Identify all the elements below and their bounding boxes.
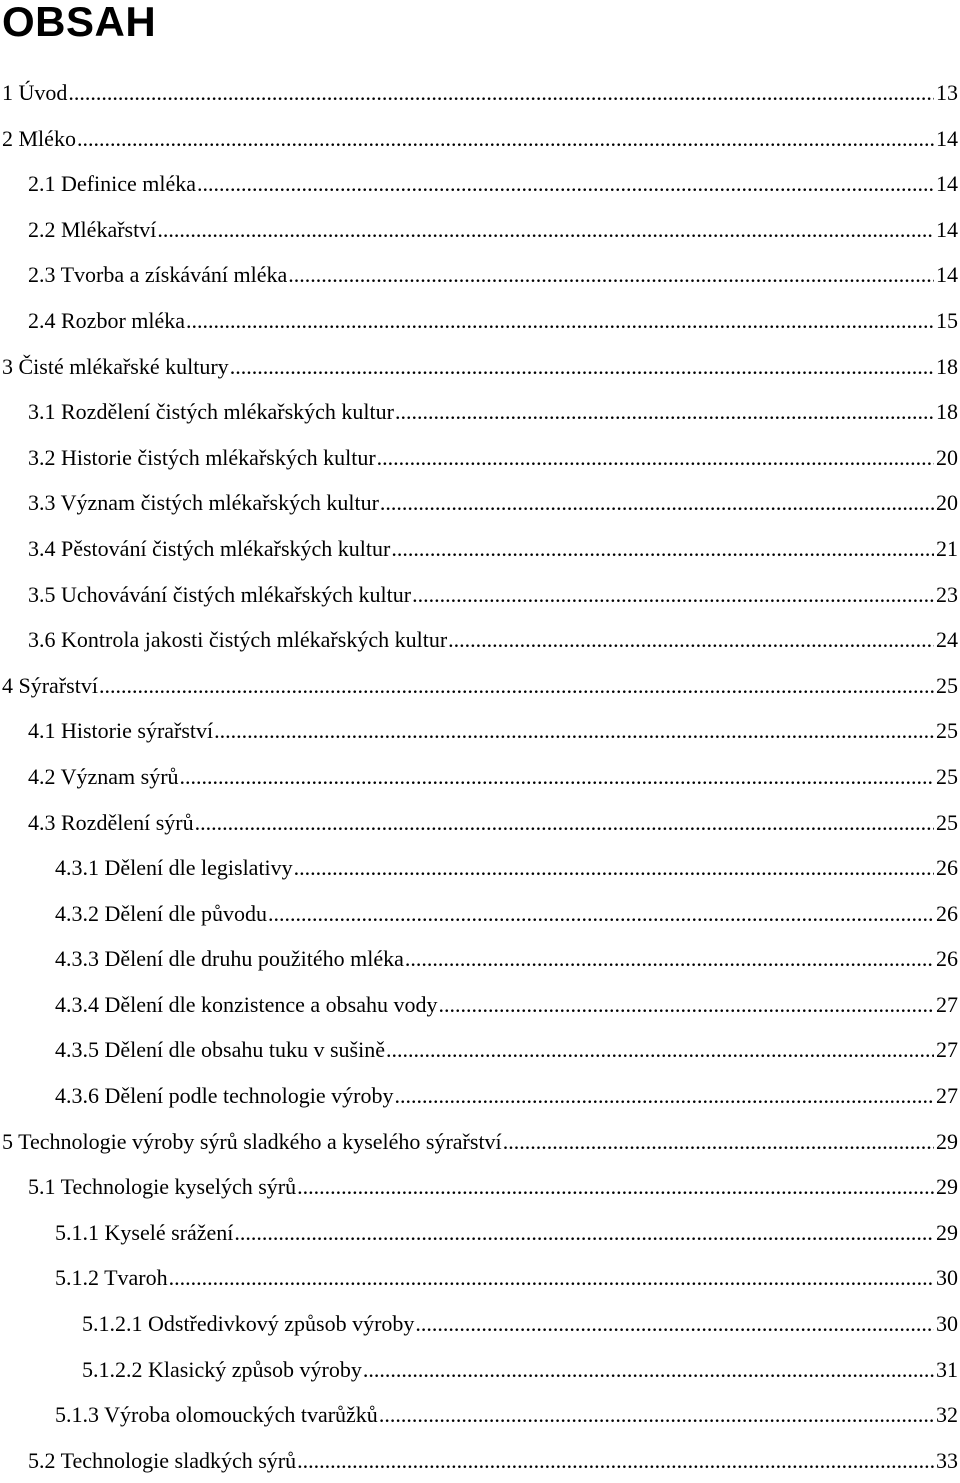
toc-entry[interactable] [0, 207, 960, 253]
toc-entry-title: 4.3.4 Dělení dle konzistence a obsahu vody [55, 991, 438, 1017]
toc-page-number: 26 [936, 946, 958, 972]
toc-entry[interactable] [0, 1438, 960, 1483]
toc-page-number: 18 [936, 399, 958, 425]
toc-entry[interactable] [0, 800, 960, 846]
toc-dot-leader [180, 754, 934, 800]
toc-dot-leader [395, 389, 934, 435]
toc-entry[interactable] [0, 1119, 960, 1165]
toc-entry[interactable] [0, 1255, 960, 1301]
toc-entry-title: 2.4 Rozbor mléka [28, 307, 186, 333]
toc-page-number: 25 [936, 809, 958, 835]
toc-entry[interactable] [0, 252, 960, 298]
toc-page-number: 30 [936, 1311, 958, 1337]
toc-dot-leader [230, 344, 934, 390]
toc-page-number: 14 [936, 262, 958, 288]
toc-entry-title: 2.2 Mlékařství [28, 216, 157, 242]
toc-dot-leader [297, 1438, 934, 1483]
toc-dot-leader [234, 1210, 934, 1256]
toc-entry-title: 1 Úvod [2, 80, 68, 105]
toc-entry-title: 5.1.2.2 Klasický způsob výroby [82, 1356, 362, 1382]
toc-entry[interactable] [0, 389, 960, 435]
toc-page-number: 25 [936, 763, 958, 789]
toc-page-number: 14 [936, 216, 958, 242]
toc-dot-leader [405, 936, 934, 982]
toc-entry[interactable] [0, 982, 960, 1028]
toc-dot-leader [391, 526, 934, 572]
toc-entry-title: 4.3.2 Dělení dle původu [55, 900, 268, 926]
toc-page-number: 27 [936, 991, 958, 1017]
toc-entry[interactable] [0, 708, 960, 754]
toc-page-number: 31 [936, 1356, 958, 1382]
toc-entry-title: 3.5 Uchovávání čistých mlékařských kultur [28, 581, 412, 607]
toc-entry-title: 2.1 Definice mléka [28, 171, 196, 197]
toc-page-number: 18 [936, 353, 958, 379]
toc-page-number: 25 [936, 718, 958, 744]
toc-page-number: 29 [936, 1174, 958, 1200]
toc-entry[interactable] [0, 1301, 960, 1347]
toc-entry-title: 4.1 Historie sýrařství [28, 718, 214, 744]
toc-entry[interactable] [0, 116, 960, 162]
toc-page-number: 27 [936, 1037, 958, 1063]
toc-entry[interactable] [0, 754, 960, 800]
toc-entry-title: 3 Čisté mlékařské kultury [2, 353, 229, 379]
toc-dot-leader [214, 708, 934, 754]
toc-dot-leader [363, 1347, 934, 1393]
toc-page-number: 15 [936, 307, 958, 333]
toc-dot-leader [197, 161, 934, 207]
toc-entry[interactable] [0, 572, 960, 618]
toc-entry-title: 4.3 Rozdělení sýrů [28, 809, 194, 835]
toc-entry-title: 4.3.6 Dělení podle technologie výroby [55, 1083, 394, 1109]
toc-entry[interactable] [0, 891, 960, 937]
toc-dot-leader [77, 116, 934, 162]
toc-entry-title: 5.1.3 Výroba olomouckých tvarůžků [55, 1402, 378, 1428]
toc-page-number: 26 [936, 855, 958, 881]
toc-page-number: 26 [936, 900, 958, 926]
toc-entry[interactable] [0, 1073, 960, 1119]
toc-entry[interactable] [0, 161, 960, 207]
toc-entry[interactable] [0, 435, 960, 481]
toc-dot-leader [412, 572, 934, 618]
toc-dot-leader [503, 1119, 934, 1165]
toc-entry[interactable] [0, 936, 960, 982]
toc-entry[interactable] [0, 845, 960, 891]
toc-dot-leader [380, 480, 934, 526]
toc-entry[interactable] [0, 617, 960, 663]
toc-entry[interactable] [0, 526, 960, 572]
toc-dot-leader [68, 70, 934, 116]
toc-dot-leader [386, 1027, 934, 1073]
toc-dot-leader [377, 435, 934, 481]
toc-entry-title: 3.4 Pěstování čistých mlékařských kultur [28, 535, 391, 561]
toc-page-number: 23 [936, 581, 958, 607]
toc-entry[interactable] [0, 1210, 960, 1256]
toc-dot-leader [288, 252, 934, 298]
toc-page-number: 13 [936, 80, 958, 105]
toc-dot-leader [394, 1073, 934, 1119]
toc-page-number: 25 [936, 672, 958, 698]
toc-entry-title: 5.1.2.1 Odstředivkový způsob výroby [82, 1311, 415, 1337]
toc-entry[interactable] [0, 1347, 960, 1393]
toc-entry-title: 3.1 Rozdělení čistých mlékařských kultur [28, 399, 394, 425]
toc-page-number: 32 [936, 1402, 958, 1428]
toc-entry-title: 5.1.2 Tvaroh [55, 1265, 168, 1291]
toc-entry[interactable] [0, 1027, 960, 1073]
toc-entry-title: 4 Sýrařství [2, 672, 98, 698]
toc-page-number: 21 [936, 535, 958, 561]
toc-entry-title: 3.3 Význam čistých mlékařských kultur [28, 490, 379, 516]
toc-dot-leader [297, 1164, 934, 1210]
toc-entry[interactable] [0, 1392, 960, 1438]
toc-entry[interactable] [0, 663, 960, 709]
toc-entry-title: 5.2 Technologie sladkých sýrů [28, 1447, 297, 1473]
toc-dot-leader [157, 207, 934, 253]
toc-dot-leader [195, 800, 934, 846]
toc-page-number: 20 [936, 444, 958, 470]
toc-entry-title: 2.3 Tvorba a získávání mléka [28, 262, 288, 288]
page-title: OBSAH [2, 0, 157, 45]
toc-dot-leader [186, 298, 934, 344]
toc-entry[interactable] [0, 70, 960, 116]
toc-page-number: 20 [936, 490, 958, 516]
toc-entry-title: 3.6 Kontrola jakosti čistých mlékařských kultur [28, 627, 448, 653]
toc-dot-leader [415, 1301, 934, 1347]
toc-page-number: 29 [936, 1219, 958, 1245]
toc-page-number: 33 [936, 1447, 958, 1473]
toc-entry-title: 5.1.1 Kyselé srážení [55, 1219, 234, 1245]
toc-entry[interactable] [0, 298, 960, 344]
toc-dot-leader [294, 845, 934, 891]
toc-entry[interactable] [0, 480, 960, 526]
toc-entry-title: 5.1 Technologie kyselých sýrů [28, 1174, 297, 1200]
toc-page-number: 27 [936, 1083, 958, 1109]
toc-entry-title: 4.3.1 Dělení dle legislativy [55, 855, 293, 881]
toc-entry-title: 2 Mléko [2, 125, 76, 151]
toc-page-number: 14 [936, 125, 958, 151]
toc-page-number: 30 [936, 1265, 958, 1291]
toc-page-number: 14 [936, 171, 958, 197]
toc-dot-leader [268, 891, 934, 937]
toc-entry-title: 5 Technologie výroby sýrů sladkého a kyselého sýrařství [2, 1128, 502, 1154]
toc-page-number: 24 [936, 627, 958, 653]
toc-entry-title: 4.3.3 Dělení dle druhu použitého mléka [55, 946, 404, 972]
toc-entry[interactable] [0, 1164, 960, 1210]
toc-entry-title: 3.2 Historie čistých mlékařských kultur [28, 444, 376, 470]
toc-page-number: 29 [936, 1128, 958, 1154]
table-of-contents [0, 70, 960, 1483]
toc-entry[interactable] [0, 344, 960, 390]
toc-dot-leader [379, 1392, 934, 1438]
toc-entry-title: 4.3.5 Dělení dle obsahu tuku v sušině [55, 1037, 385, 1063]
toc-dot-leader [99, 663, 934, 709]
toc-dot-leader [448, 617, 934, 663]
toc-dot-leader [438, 982, 934, 1028]
toc-dot-leader [169, 1255, 934, 1301]
toc-entry-title: 4.2 Význam sýrů [28, 763, 179, 789]
